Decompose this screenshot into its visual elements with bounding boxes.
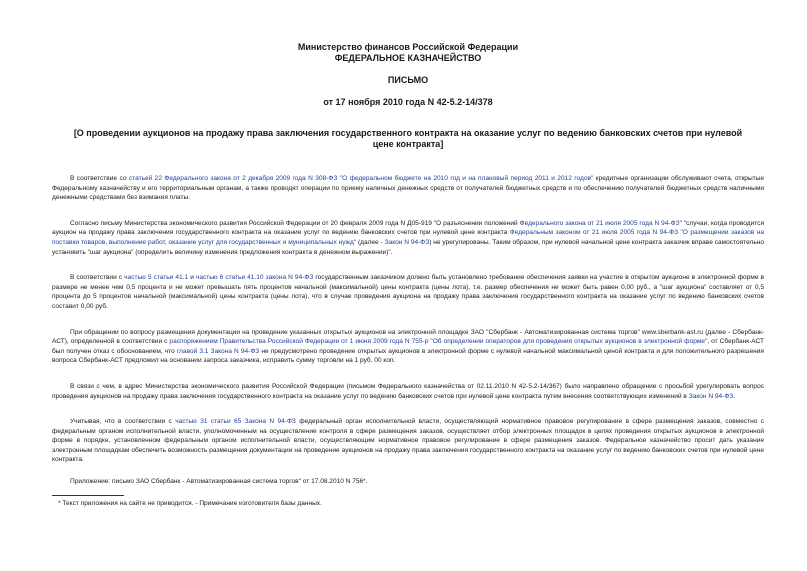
attachment-note: [52, 477, 764, 487]
text-segment: Учитывая, что в соответствии с: [70, 418, 176, 426]
text-segment: .: [733, 392, 736, 400]
paragraph-3: [52, 273, 764, 311]
law-link[interactable]: статьей 22 Федерального закона от 2 декабря 2009 года N 308-ФЗ "О федеральном бюджете на 2010 год и на плановый период 2011 и 2012 годов": [128, 175, 594, 182]
document-date-number: от 17 ноября 2010 года N 42-5.2-14/378: [323, 97, 493, 107]
text-segment: кредитные организации обслуживают счета, открытые Федеральному казначейству и его территориальным органам, а также проводят операции по приему наличных денежных средств от получателей бюджетных средств и по обеспечению получателей бюджетных средств наличными денежными средствами без взимания платы.: [52, 175, 764, 202]
text-segment: В соответствии с: [70, 274, 125, 282]
paragraph-6: [52, 417, 764, 465]
footnote-divider: [52, 495, 124, 496]
text-segment: ) не урегулированы. Таким образом, при нулевой начальной цене контракта заказчик вправе самостоятельно установить "шаг аукциона" (определить величину изменения предложения контракта в денежном выражении)".: [52, 238, 764, 256]
text-segment: Согласно письму Министерства экономического развития Российской Федерации от 20 февраля 2009 года N Д05-919 "О разъяснении положений: [70, 219, 520, 227]
law-link[interactable]: распоряжением Правительства Российской Федерации от 1 июня 2009 года N 755-р "Об определении операторов для проведения открытых аукционов в электронной форме": [169, 338, 708, 346]
paragraph-4: [52, 328, 764, 366]
ministry-name: Министерство финансов Российской Федерации: [297, 42, 519, 52]
document-type: ПИСЬМО: [387, 75, 429, 85]
text-segment: , от Сбербанк-АСТ был получен отказ с обоснованием, что: [52, 338, 764, 355]
law-link[interactable]: частью 5 статьи 41.1: [124, 274, 189, 282]
paragraph-1: [52, 174, 764, 203]
text-segment: При обращении по вопросу размещения документации на проведение указанных открытых аукционов на электронной площадке ЗАО "Сбербанк - Автоматизированная система торгов" www.sberbank-ast.ru (далее - Сбербанк-АСТ), определенной в соответствии с: [52, 328, 764, 346]
law-link[interactable]: частью 6 статьи 41.10 закона N 94-ФЗ: [195, 274, 314, 282]
law-link[interactable]: Федерального закона от 21 июля 2005 года N 94-ФЗ: [519, 219, 680, 227]
law-link[interactable]: Федеральным законом от 21 июля 2005 года N 94-ФЗ: [509, 229, 679, 237]
document-page: [52, 42, 764, 508]
text-segment: В соответствие со: [70, 175, 129, 182]
paragraph-2: [52, 219, 764, 257]
footnote: * Текст приложения на сайте не приводится. - Примечание изготовителя базы данных.: [58, 499, 322, 507]
law-link[interactable]: "О размещении заказов на поставки товаров, выполнение работ, оказание услуг для государственных и муниципальных нужд": [52, 229, 764, 246]
document-header: [52, 42, 764, 108]
text-segment: федеральный орган исполнительной власти, осуществляющий нормативное правовое регулирование в сфере размещения заказов, совместно с федеральным органом исполнительной власти, уполномоченным на осуществление контроля в сфере размещения заказов, осуществляет отбор электронных площадок в целях проведения открытых аукционов в электронной форме в порядке, установленном федеральным органом исполнительной власти, осуществляющим нормативное правовое регулирование в сфере размещения заказов. Федеральное казначейство просит дать указание электронным площадкам обеспечить возможность размещения документации на проведение аукционов на продажу права заключения государственного контракта на оказание услуг по ведению банковских счетов при нулевой цене контракта.: [52, 418, 764, 464]
document-subject: [О проведении аукционов на продажу права заключения государственного контракта на оказание услуг по ведению банковских счетов при нулевой цене контракта]: [73, 128, 743, 149]
text-segment: государственным заказчиком должно быть установлено требование обеспечения заявки на участие в открытом аукционе в электронной форме в размере не менее чем 0,5 процента и не может превышать пять процентов начальной (максимальной) цены контракта (цены лота), т.е. размер обеспечения не может быть равен 0,00 руб., а "шаг аукциона" составляет от 0,5 процента до 5 процентов начальной (максимальной) цены контракта (цены лота), что в случае проведения аукциона на продажу права заключения государственного контракта на оказание услуг по ведению банковских счетов составит 0,00 руб.: [52, 274, 765, 310]
text-segment: Приложение: письмо ЗАО Сбербанк - Автоматизированная система торгов" от 17.08.2010 N 756*.: [70, 478, 368, 486]
law-link[interactable]: Закон N 94-ФЗ: [688, 392, 734, 400]
text-segment: не предусмотрено проведение открытых аукционов в электронной форме с нулевой начальной максимальной ценой контракта и для положительного разрешения вопроса Сбербанк-АСТ предложил на основании запроса заказчика, исправить сумму торговли на 1 руб. 00 коп.: [52, 347, 764, 365]
paragraph-5: [52, 382, 764, 401]
text-segment: " "случаи, когда проводится аукцион на продажу права заключения государственного контракта на оказание услуг по ведению банковских счетов при нулевой цене контракта: [52, 219, 764, 237]
agency-name: ФЕДЕРАЛЬНОЕ КАЗНАЧЕЙСТВО: [334, 53, 482, 63]
law-link[interactable]: главой 3.1 Закона N 94-ФЗ: [176, 347, 260, 355]
law-link[interactable]: Закон N 94-ФЗ: [384, 238, 430, 246]
law-link[interactable]: частью 31 статьи 65 Закона N 94-ФЗ: [175, 418, 296, 426]
text-segment: В связи с чем, в адрес Министерства экономического развития Российской Федерации (письмом Федерального казначейства от 02.11.2010 N 42-5.2-14/367) было направлено обращение с просьбой урегулировать вопрос проведения аукционов на продажу права заключения государственного контракта на оказание услуг по ведению банковских счетов при нулевой цене контракта путем внесения соответствующих изменений в: [52, 382, 764, 400]
text-segment: (далее -: [356, 238, 385, 246]
text-segment: и: [188, 274, 196, 282]
